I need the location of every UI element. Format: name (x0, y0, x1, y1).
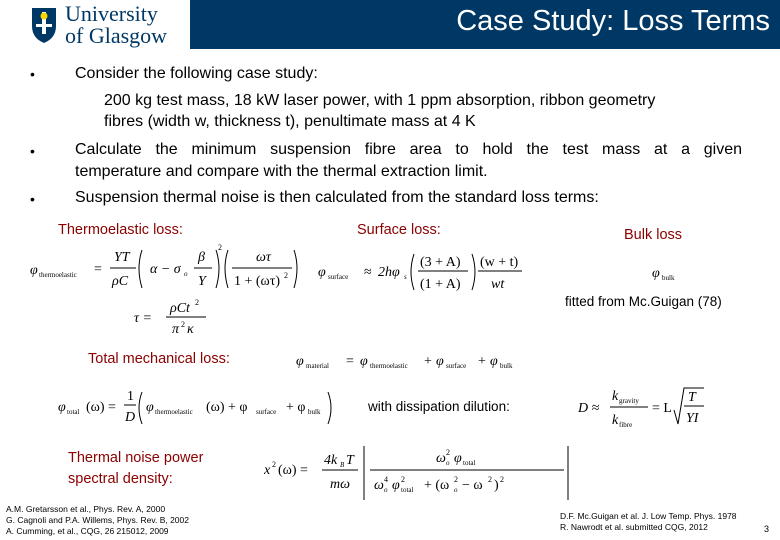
svg-text:2: 2 (272, 460, 276, 469)
svg-text:(w + t): (w + t) (480, 255, 519, 270)
svg-text:YT: YT (114, 250, 130, 265)
svg-text:= L: = L (652, 401, 672, 416)
svg-text:2: 2 (401, 475, 405, 484)
svg-text:surface: surface (446, 362, 467, 370)
bullet-2-line2: temperature and compare with the thermal extraction limit. (75, 163, 488, 180)
svg-text:2: 2 (446, 448, 450, 457)
svg-text:α − σ: α − σ (150, 262, 181, 277)
svg-text:φ: φ (30, 263, 38, 278)
svg-text:κ: κ (187, 322, 194, 337)
svg-text:): ) (494, 478, 499, 493)
page-number: 3 (764, 524, 770, 534)
svg-text:D: D (125, 410, 136, 425)
svg-text:fibre: fibre (619, 421, 633, 429)
svg-text:π: π (172, 322, 180, 337)
svg-text:1: 1 (127, 389, 134, 404)
svg-text:surface: surface (256, 408, 277, 416)
svg-text:4k: 4k (324, 453, 338, 468)
svg-text:+ φ: + φ (286, 400, 306, 415)
header (0, 0, 780, 49)
dilution-note: with dissipation dilution: (368, 399, 510, 414)
thermoelastic-label: Thermoelastic loss: (58, 222, 183, 238)
psd-label-line1: Thermal noise power (68, 450, 204, 466)
bulk-equation (652, 262, 702, 284)
svg-text:2hφ: 2hφ (378, 265, 400, 280)
surface-label: Surface loss: (357, 222, 441, 238)
svg-text:φ: φ (436, 354, 444, 369)
bullet-marker: • (30, 66, 35, 82)
svg-text:φ: φ (58, 400, 66, 415)
svg-text:o: o (446, 459, 450, 467)
svg-text:+ (ω: + (ω (424, 478, 450, 493)
svg-text:− ω: − ω (462, 478, 483, 493)
svg-text:mω: mω (330, 477, 350, 492)
reference-right-2: R. Nawrodt et al. submitted CQG, 2012 (560, 522, 708, 532)
svg-text:total: total (67, 408, 80, 416)
svg-text:2: 2 (181, 320, 185, 329)
bullet-2-line1: Calculate the minimum suspension fibre area to hold the test mass at a given (75, 141, 742, 158)
svg-text:=: = (346, 354, 354, 369)
reference-left-1: A.M. Gretarsson et al., Phys. Rev. A, 2000 (6, 504, 166, 514)
svg-text:s: s (404, 273, 407, 281)
svg-text:YI: YI (686, 411, 699, 426)
psd-equation (264, 442, 574, 504)
svg-text:thermoelastic: thermoelastic (155, 408, 193, 416)
svg-text:+: + (478, 354, 486, 369)
svg-text:φ: φ (454, 451, 462, 466)
svg-text:ω: ω (374, 478, 384, 493)
svg-text:φ: φ (318, 265, 326, 280)
svg-text:bulk: bulk (308, 408, 321, 416)
svg-text:T: T (688, 390, 696, 405)
svg-text:D ≈: D ≈ (578, 401, 600, 416)
logo-line1: University (65, 1, 158, 26)
svg-text:φ: φ (392, 478, 400, 493)
svg-text:≈: ≈ (364, 265, 372, 280)
svg-text:bulk: bulk (500, 362, 513, 370)
svg-text:ωτ: ωτ (256, 250, 271, 265)
svg-text:(1 + A): (1 + A) (420, 277, 461, 292)
svg-text:2: 2 (454, 475, 458, 484)
svg-text:2: 2 (218, 243, 222, 252)
svg-text:wt: wt (491, 277, 505, 292)
bullet-marker: • (30, 143, 35, 159)
svg-text:2: 2 (195, 298, 199, 307)
material-equation (296, 350, 546, 374)
svg-text:1 + (ωτ): 1 + (ωτ) (234, 274, 281, 289)
svg-text:k: k (612, 389, 619, 404)
svg-text:2: 2 (488, 475, 492, 484)
svg-text:2: 2 (500, 475, 504, 484)
svg-text:B: B (340, 461, 345, 469)
surface-equation (318, 248, 528, 296)
bulk-label: Bulk loss (624, 227, 683, 243)
svg-text:total: total (463, 459, 476, 467)
bullet-3: Suspension thermal noise is then calculated from the standard loss terms: (75, 189, 599, 206)
bullet-1: Consider the following case study: (75, 65, 318, 82)
reference-left-3: A. Cumming, et al., CQG, 26 215012, 2009 (6, 526, 169, 536)
svg-text:τ =: τ = (134, 311, 152, 326)
bullet-marker: • (30, 191, 35, 207)
svg-text:(ω) =: (ω) = (86, 400, 116, 415)
svg-text:o: o (184, 270, 188, 278)
total-mechanical-label: Total mechanical loss: (88, 351, 230, 367)
thermoelastic-equation (30, 242, 300, 294)
svg-text:x: x (264, 463, 271, 478)
svg-text:ρCt: ρCt (170, 301, 190, 316)
svg-text:bulk: bulk (662, 274, 675, 282)
svg-text:Y: Y (198, 274, 206, 289)
dilution-equation (578, 384, 708, 430)
svg-text:4: 4 (384, 475, 388, 484)
svg-text:o: o (454, 486, 458, 494)
fitted-note: fitted from Mc.Guigan (78) (565, 294, 722, 309)
total-loss-equation (58, 386, 348, 428)
svg-text:(ω) =: (ω) = (278, 463, 308, 478)
svg-text:(3 + A): (3 + A) (420, 255, 461, 270)
svg-text:ρC: ρC (112, 274, 129, 289)
reference-left-2: G. Cagnoli and P.A. Willems, Phys. Rev. B, 2002 (6, 515, 189, 525)
svg-text:φ: φ (652, 266, 660, 281)
svg-text:β: β (198, 250, 205, 265)
logo-line2: of Glasgow (65, 23, 168, 48)
svg-text:ω: ω (436, 451, 446, 466)
svg-text:+: + (424, 354, 432, 369)
case-details-line1: 200 kg test mass, 18 kW laser power, with 1 ppm absorption, ribbon geometry (104, 92, 656, 109)
university-logo (30, 1, 185, 48)
svg-text:total: total (401, 486, 414, 494)
svg-text:k: k (612, 413, 619, 428)
svg-text:material: material (306, 362, 329, 370)
crest-icon (30, 6, 58, 44)
psd-label-line2: spectral density: (68, 471, 173, 487)
svg-text:thermoelastic: thermoelastic (370, 362, 408, 370)
case-details-line2: fibres (width w, thickness t), penultimate mass at 4 K (104, 113, 476, 130)
svg-text:(ω) + φ: (ω) + φ (206, 400, 248, 415)
tau-equation (134, 296, 214, 340)
svg-text:thermoelastic: thermoelastic (39, 271, 77, 279)
svg-text:=: = (94, 262, 102, 277)
svg-text:o: o (384, 486, 388, 494)
svg-text:φ: φ (296, 354, 304, 369)
slide-title: Case Study: Loss Terms (456, 5, 770, 37)
svg-text:gravity: gravity (619, 397, 639, 405)
reference-right-1: D.F. Mc.Guigan et al. J. Low Temp. Phys. 1978 (560, 511, 737, 521)
svg-text:2: 2 (284, 271, 288, 280)
svg-text:T: T (346, 453, 354, 468)
svg-text:φ: φ (360, 354, 368, 369)
svg-text:surface: surface (328, 273, 349, 281)
svg-text:φ: φ (146, 400, 154, 415)
svg-text:φ: φ (490, 354, 498, 369)
